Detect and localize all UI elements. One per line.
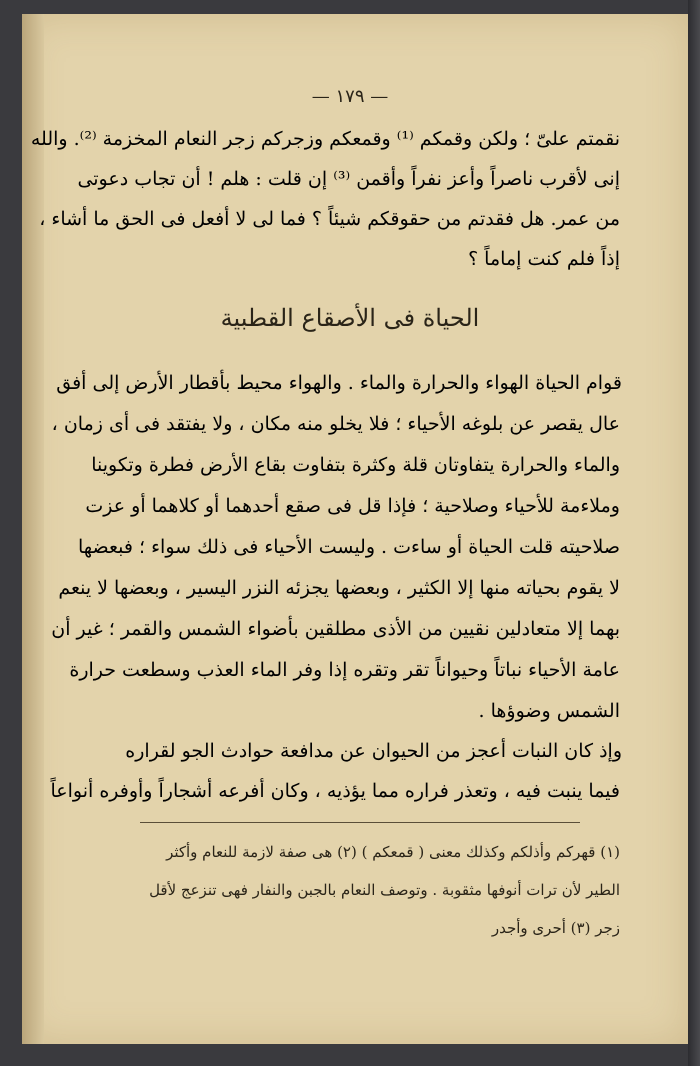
- text-line: إنى لأقرب ناصراً وأعز نفراً وأقمن ⁽³⁾ إن قلت : هلم ! أن تجاب دعوتى: [77, 168, 620, 190]
- text-line: عال يقصر عن بلوغه الأحياء ؛ فلا يخلو منه مكان ، ولا يفتقد فى أى زمان ،: [51, 413, 620, 435]
- text-line: قوام الحياة الهواء والحرارة والماء . والهواء محيط بأقطار الأرض إلى أفق: [56, 372, 622, 394]
- page-edge-shadow: [688, 0, 700, 1066]
- footnote-line: الطير لأن ترات أنوفها مثقوبة . وتوصف النعام بالجبن والنفار فهى تنزعج لأقل: [149, 881, 620, 899]
- text-line: إذاً فلم كنت إماماً ؟: [468, 248, 620, 270]
- text-line: وملاءمة للأحياء وصلاحية ؛ فإذا قل فى صقع أحدهما أو كلاهما أو عزت: [85, 495, 620, 517]
- text-line: بهما إلا متعادلين نقيين من الأذى مطلقين بأضواء الشمس والقمر ؛ غير أن: [51, 618, 620, 640]
- footnote-line: (١) قهركم وأذلكم وكذلك معنى ( قمعكم ) (٢) هى صفة لازمة للنعام وأكثر: [166, 843, 620, 861]
- page-spine-shadow: [22, 14, 44, 1044]
- text-line: وإذ كان النبات أعجز من الحيوان عن مدافعة حوادث الجو لقراره: [125, 740, 622, 762]
- section-heading: الحياة فى الأصقاع القطبية: [220, 304, 480, 332]
- text-line: نقمتم علىّ ؛ ولكن وقمكم ⁽¹⁾ وقمعكم وزجركم زجر النعام المخزمة ⁽²⁾. والله: [30, 128, 620, 150]
- page-number: — ١٧٩ —: [311, 86, 389, 107]
- footnote-rule: [140, 822, 580, 823]
- text-line: والماء والحرارة يتفاوتان قلة وكثرة بتفاوت بقاع الأرض فطرة وتكوينا: [91, 454, 620, 476]
- text-line: من عمر. هل فقدتم من حقوقكم شيئاً ؟ فما لى لا أفعل فى الحق ما أشاء ،: [39, 208, 620, 230]
- footnote-line: زجر (٣) أحرى وأجدر: [491, 919, 620, 937]
- text-line: الشمس وضوؤها .: [478, 700, 620, 722]
- text-line: فيما ينبت فيه ، وتعذر فراره مما يؤذيه ، وكان أفرعه أشجاراً وأوفره أنواعاً: [50, 780, 620, 802]
- text-line: صلاحيته قلت الحياة أو ساءت . وليست الأحياء فى ذلك سواء ؛ فبعضها: [77, 536, 620, 558]
- text-line: عامة الأحياء نباتاً وحيواناً تقر وتقره إذا وفر الماء العذب وسطعت حرارة: [69, 659, 620, 681]
- text-line: لا يقوم بحياته منها إلا الكثير ، وبعضها يجزئه النزر اليسير ، وبعضها لا ينعم: [58, 577, 620, 599]
